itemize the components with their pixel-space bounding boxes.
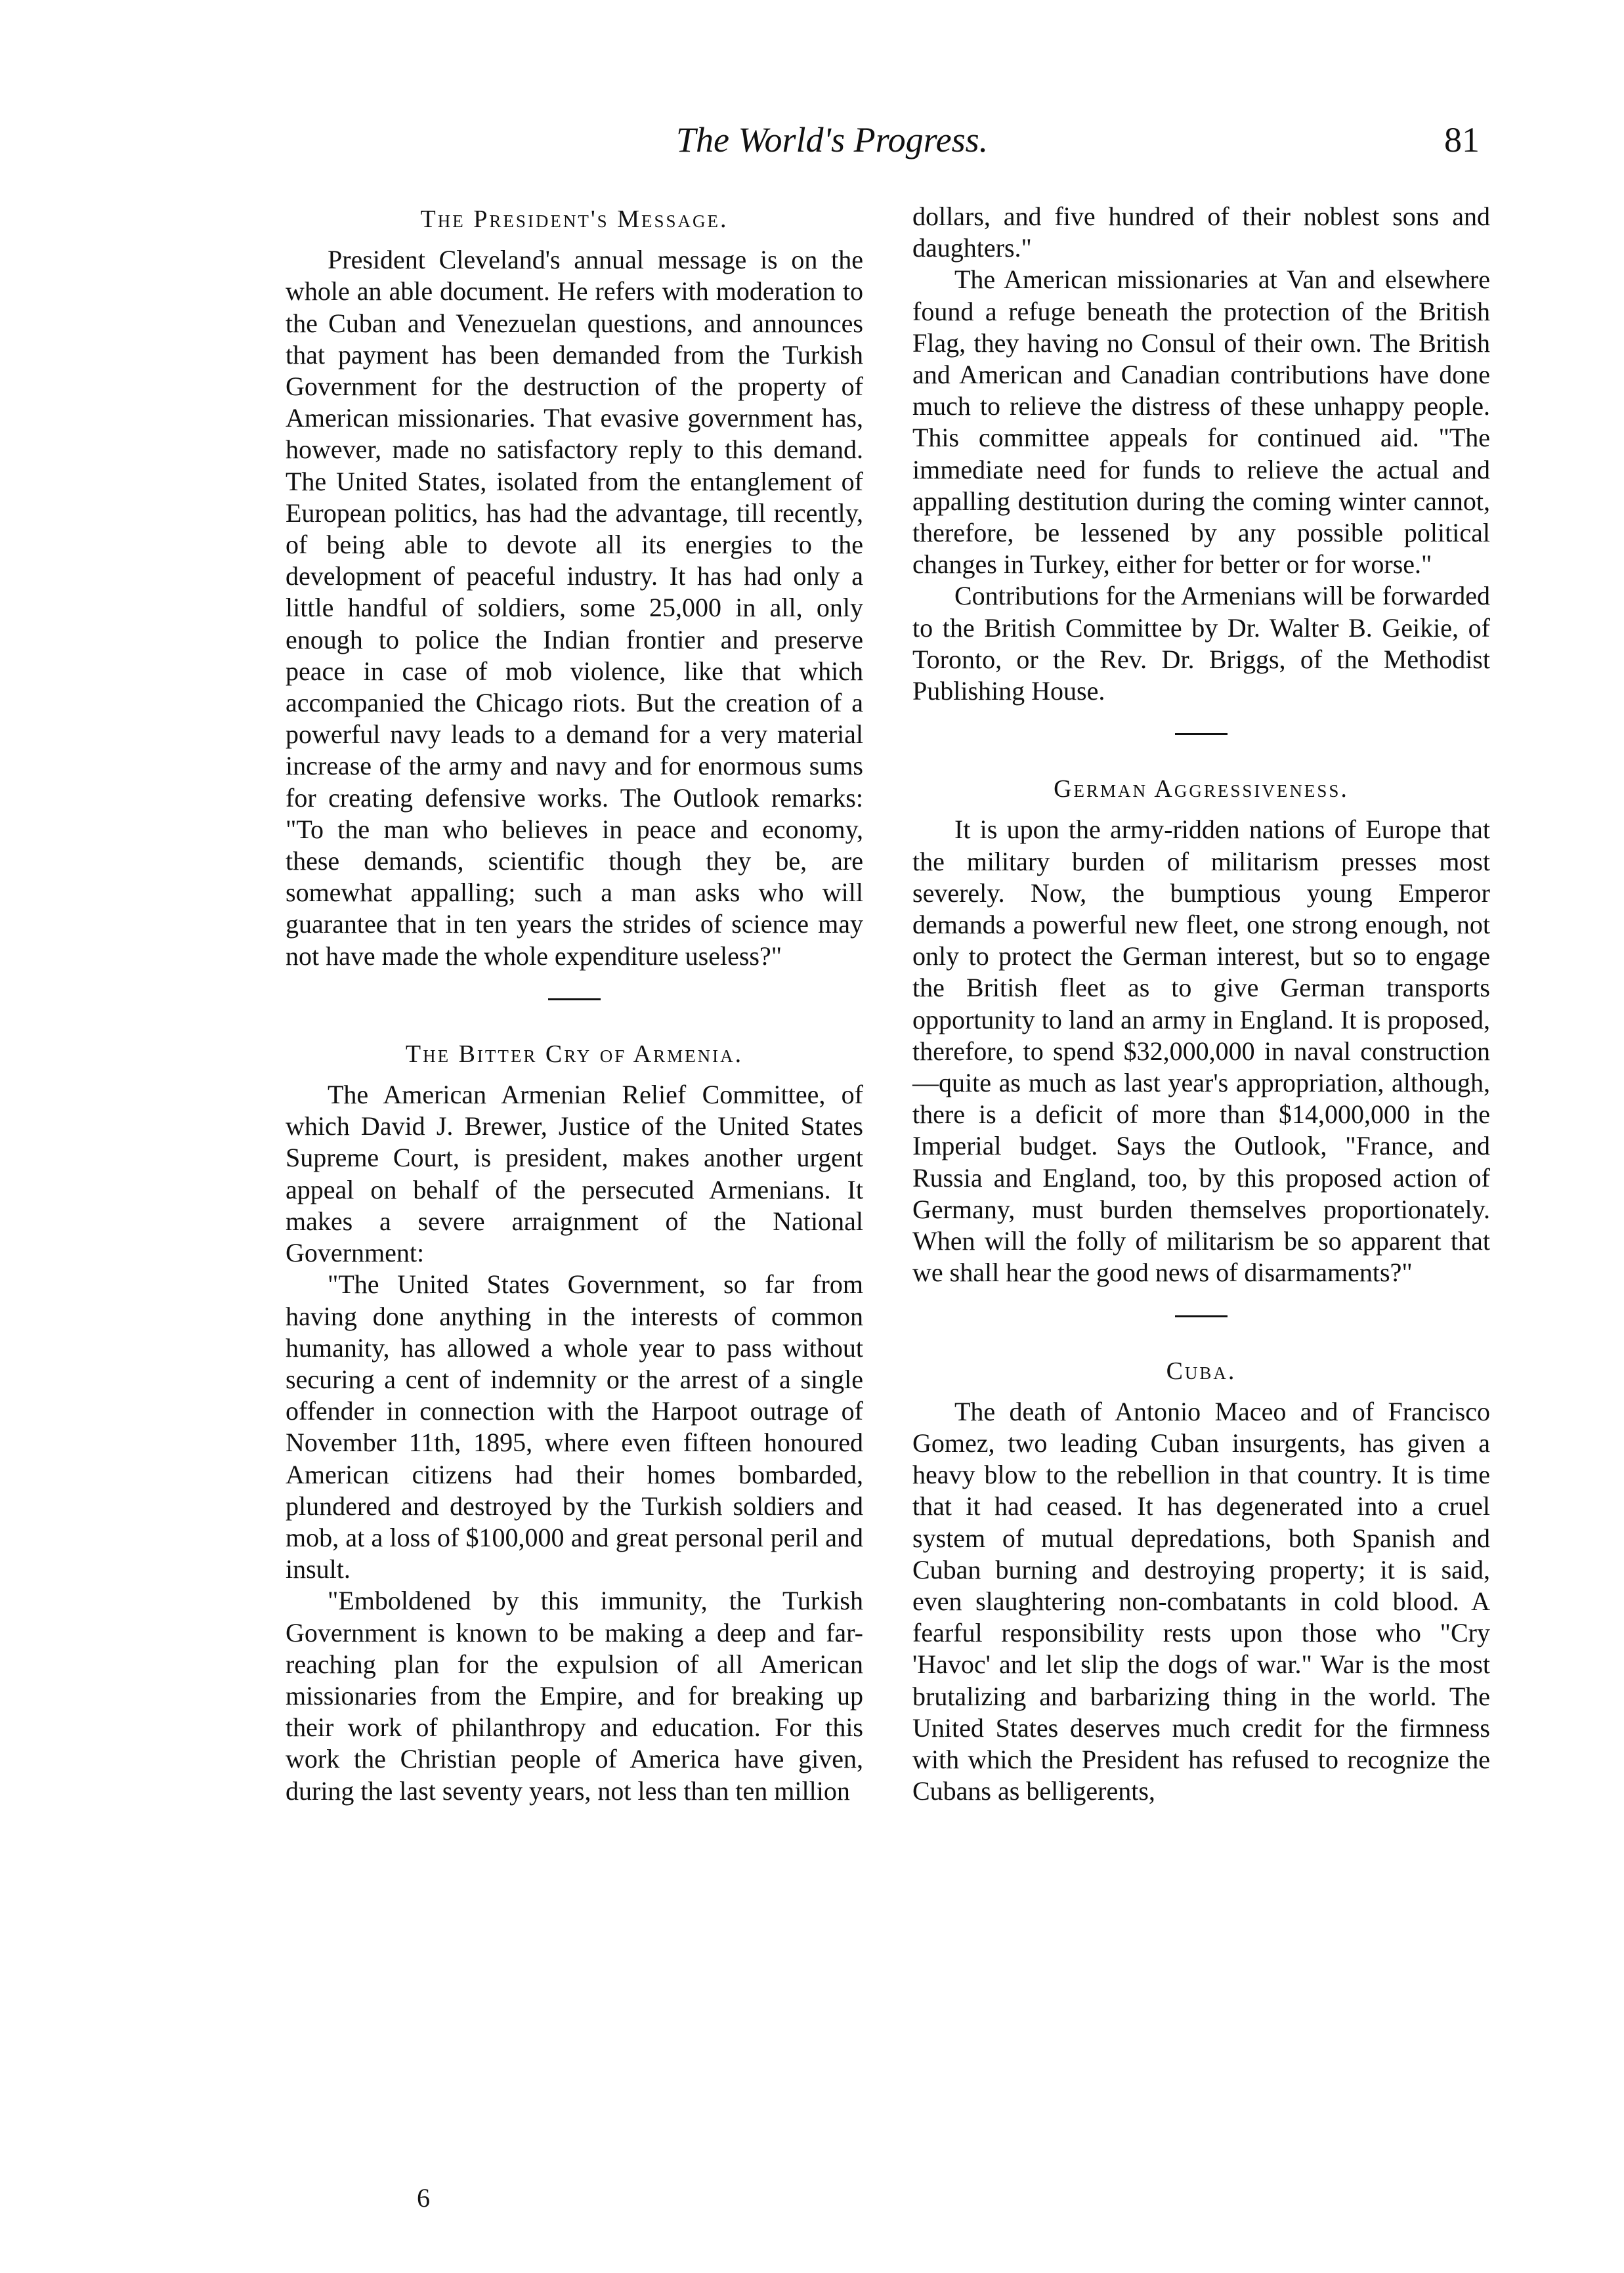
right-column — [912, 201, 1490, 1807]
paragraph: The death of Antonio Maceo and of Francisco Gomez, two leading Cuban insurgents, has given a heavy blow to the rebellion in that country. It is time that it had ceased. It has degenerated into a cruel system of mutual depredations, both Spanish and Cuban burning and destroying property; it is said, even slaughtering non-combatants in cold blood. A fearful responsibility rests upon those who "Cry 'Havoc' and let slip the dogs of war." War is the most brutalizing and barbarizing thing in the world. The United States deserves much credit for the firmness with which the President has refused to recognize the Cubans as belligerents, — [912, 1396, 1490, 1806]
section-divider — [548, 998, 601, 1000]
paragraph: Contributions for the Armenians will be forwarded to the British Committee by Dr. Walter B. Geikie, of Toronto, or the Rev. Dr. Briggs, of the Methodist Publishing House. — [912, 581, 1490, 706]
paragraph: dollars, and five hundred of their noblest sons and daughters." — [912, 202, 1490, 263]
page-number: 81 — [1444, 120, 1480, 159]
paragraph: The American Armenian Relief Committee, of which David J. Brewer, Justice of the United States Supreme Court, is president, makes another urgent appeal on behalf of the persecuted Armenians. It makes a severe arraignment of the National Government: — [286, 1080, 863, 1268]
left-column — [286, 203, 863, 1807]
section-heading-german-aggressiveness: German Aggressiveness. — [1054, 775, 1349, 803]
signature-mark: 6 — [417, 2183, 430, 2213]
paragraph: President Cleveland's annual message is on the whole an able document. He refers with moderation to the Cuban and Venezuelan questions, and announces that payment has been demanded from the Turkish Government for the destruction of the property of American missionaries. That evasive government has, however, made no satisfactory reply to this demand. The United States, isolated from the entanglement of European politics, has had the advantage, till recently, of being able to devote all its energies to the development of peaceful industry. It has had only a little handful of soldiers, some 25,000 in all, only enough to police the Indian frontier and preserve peace in case of mob violence, like that which accompanied the Chicago riots. But the creation of a powerful navy leads to a demand for a very material increase of the army and navy and for enormous sums for creating defensive works. The Outlook remarks: "To the man who believes in peace and economy, these demands, scientific though they be, are somewhat appalling; such a man asks who will guarantee that in ten years the strides of science may not have made the whole expenditure useless?" — [286, 245, 863, 971]
paragraph: "Emboldened by this immunity, the Turkish Government is known to be making a deep and far-reaching plan for the expulsion of all American missionaries from the Empire, and for breaking up their work of philanthropy and education. For this work the Christian people of America have given, during the last seventy years, not less than ten million — [286, 1586, 863, 1806]
section-divider — [1175, 733, 1228, 735]
paragraph: It is upon the army-ridden nations of Europe that the military burden of militarism presses most severely. Now, the bumptious young Emperor demands a powerful new fleet, one strong enough, not only to protect the German interest, but so to engage the British fleet as to give German transports opportunity to land an army in England. It is proposed, therefore, to spend $32,000,000 in naval construction—quite as much as last year's appropriation, although, there is a deficit of more than $14,000,000 in the Imperial budget. Says the Outlook, "France, and Russia and England, too, by this proposed action of Germany, must burden themselves proportionately. When will the folly of militarism be so apparent that we shall hear the good news of disarmaments?" — [912, 815, 1490, 1288]
paragraph: The American missionaries at Van and elsewhere found a refuge beneath the protection of the British Flag, they having no Consul of their own. The British and American and Canadian contributions have done much to relieve the distress of these unhappy people. This committee appeals for continued aid. "The immediate need for funds to relieve the actual and appalling destitution during the coming winter cannot, therefore, be lessened by any possible political changes in Turkey, either for better or for worse." — [912, 265, 1490, 580]
section-heading-presidents-message: The President's Message. — [420, 205, 729, 233]
paragraph: "The United States Government, so far from having done anything in the interests of common humanity, has allowed a whole year to pass without securing a cent of indemnity or the arrest of a single offender in connection with the Harpoot outrage of November 11th, 1895, where even fifteen honoured American citizens had their homes bombarded, plundered and destroyed by the Turkish soldiers and mob, at a loss of $100,000 and great personal peril and insult. — [286, 1269, 863, 1584]
running-title: The World's Progress. — [676, 120, 989, 159]
section-divider — [1175, 1315, 1228, 1317]
section-heading-armenia: The Bitter Cry of Armenia. — [405, 1040, 744, 1068]
section-heading-cuba: Cuba. — [1166, 1357, 1237, 1385]
